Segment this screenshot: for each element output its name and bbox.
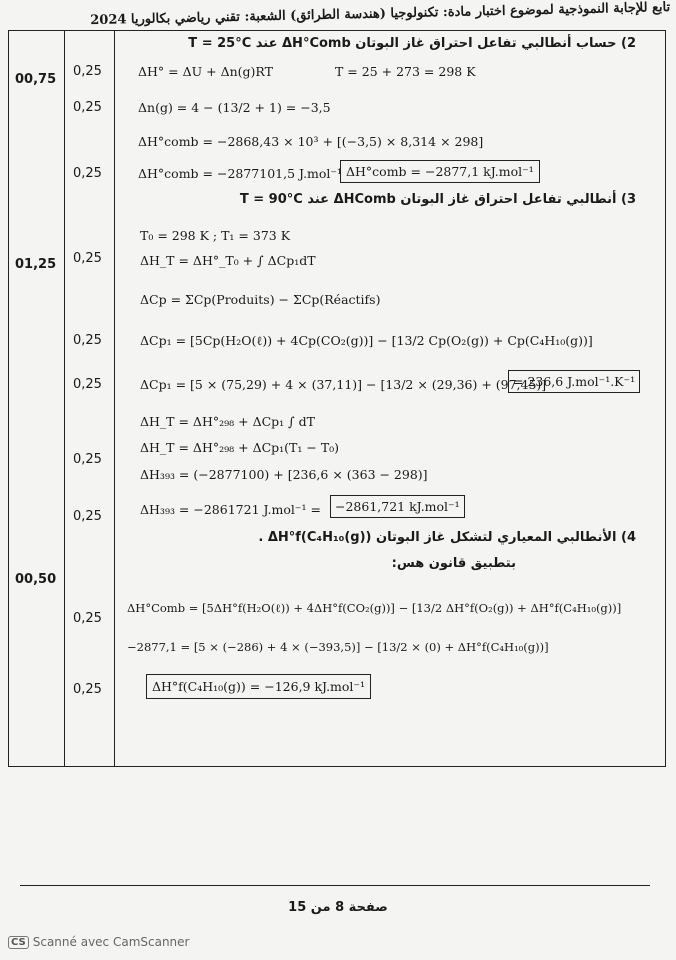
q3-linear: ΔH_T = ΔH°₂₉₈ + ΔCp₁(T₁ − T₀) bbox=[140, 440, 340, 455]
q2-equation-4: ΔH°comb = −2877101,5 J.mol⁻¹ bbox=[138, 166, 343, 181]
q2-title: 2) حساب أنطالبي تفاعل احتراق غاز البوتان ΔH°Comb عند T = 25°C bbox=[188, 36, 636, 51]
q3-delta-cp1-values: ΔCp₁ = [5 × (75,29) + 4 × (37,11)] − [13/2 × (29,36) + (97,45)] bbox=[140, 377, 547, 392]
subgrade: 0,25 bbox=[73, 251, 102, 266]
subgrade: 0,25 bbox=[73, 611, 102, 626]
column-divider-grade bbox=[64, 30, 65, 767]
footer-divider bbox=[20, 885, 650, 886]
grade-q4: 00,50 bbox=[15, 572, 57, 587]
q4-result-box: ΔH°f(C₄H₁₀(g)) = −126,9 kJ.mol⁻¹ bbox=[146, 674, 371, 699]
grade-q2: 00,75 bbox=[15, 72, 57, 87]
scanner-text: Scanné avec CamScanner bbox=[32, 935, 190, 949]
q3-title: 3) أنطالبي تفاعل احتراق غاز البوتان ΔHComb عند T = 90°C bbox=[239, 192, 636, 207]
q4-hess-law: بتطبيق قانون هس: bbox=[391, 556, 516, 571]
q2-temperature: T = 25 + 273 = 298 K bbox=[335, 64, 476, 79]
scanner-watermark bbox=[8, 935, 189, 949]
q3-result-box: −2861,721 kJ.mol⁻¹ bbox=[330, 495, 465, 518]
q4-hess-equation: ΔH°Comb = [5ΔH°f(H₂O(ℓ)) + 4ΔH°f(CO₂(g))] − [13/2 ΔH°f(O₂(g)) + ΔH°f(C₄H₁₀(g))] bbox=[127, 601, 622, 615]
q3-kirchhoff: ΔH_T = ΔH°_T₀ + ∫ ΔCp₁dT bbox=[140, 253, 316, 268]
q2-equation-2: Δn(g) = 4 − (13/2 + 1) = −3,5 bbox=[138, 100, 331, 115]
column-divider-subgrade bbox=[114, 30, 115, 767]
page-number: صفحة 8 من 15 bbox=[288, 900, 388, 915]
subgrade: 0,25 bbox=[73, 452, 102, 467]
grade-q3: 01,25 bbox=[15, 257, 57, 272]
q3-delta-cp: ΔCp = ΣCp(Produits) − ΣCp(Réactifs) bbox=[140, 292, 381, 307]
q4-hess-values: −2877,1 = [5 × (−286) + 4 × (−393,5)] − [13/2 × (0) + ΔH°f(C₄H₁₀(g))] bbox=[127, 640, 549, 654]
page-header: تابع للإجابة النموذجية لموضوع اختبار مادة: تكنولوجيا (هندسة الطرائق) الشعبة: تقني رياضي بكالوريا 2024 bbox=[90, 0, 671, 29]
q3-cp-result-box: = 236,6 J.mol⁻¹.K⁻¹ bbox=[508, 370, 640, 393]
q3-result-j: ΔH₃₉₃ = −2861721 J.mol⁻¹ = bbox=[140, 502, 321, 517]
q2-equation-3: ΔH°comb = −2868,43 × 10³ + [(−3,5) × 8,314 × 298] bbox=[138, 134, 484, 149]
subgrade: 0,25 bbox=[73, 509, 102, 524]
q4-title: 4) الأنطالبي المعياري لتشكل غاز البوتان ΔH°f(C₄H₁₀(g)) . bbox=[258, 530, 636, 545]
subgrade: 0,25 bbox=[73, 100, 102, 115]
subgrade: 0,25 bbox=[73, 377, 102, 392]
q2-equation-1: ΔH° = ΔU + Δn(g)RT bbox=[138, 64, 273, 79]
q2-result-box: ΔH°comb = −2877,1 kJ.mol⁻¹ bbox=[340, 160, 540, 183]
q3-integral: ΔH_T = ΔH°₂₉₈ + ΔCp₁ ∫ dT bbox=[140, 414, 315, 429]
subgrade: 0,25 bbox=[73, 682, 102, 697]
q3-delta-cp1: ΔCp₁ = [5Cp(H₂O(ℓ)) + 4Cp(CO₂(g))] − [13/2 Cp(O₂(g)) + Cp(C₄H₁₀(g))] bbox=[140, 333, 593, 348]
camscanner-logo-icon: CS bbox=[8, 936, 29, 949]
subgrade: 0,25 bbox=[73, 64, 102, 79]
q3-numeric: ΔH₃₉₃ = (−2877100) + [236,6 × (363 − 298)] bbox=[140, 467, 428, 482]
subgrade: 0,25 bbox=[73, 333, 102, 348]
q3-temperatures: T₀ = 298 K ; T₁ = 373 K bbox=[140, 228, 291, 243]
subgrade: 0,25 bbox=[73, 166, 102, 181]
